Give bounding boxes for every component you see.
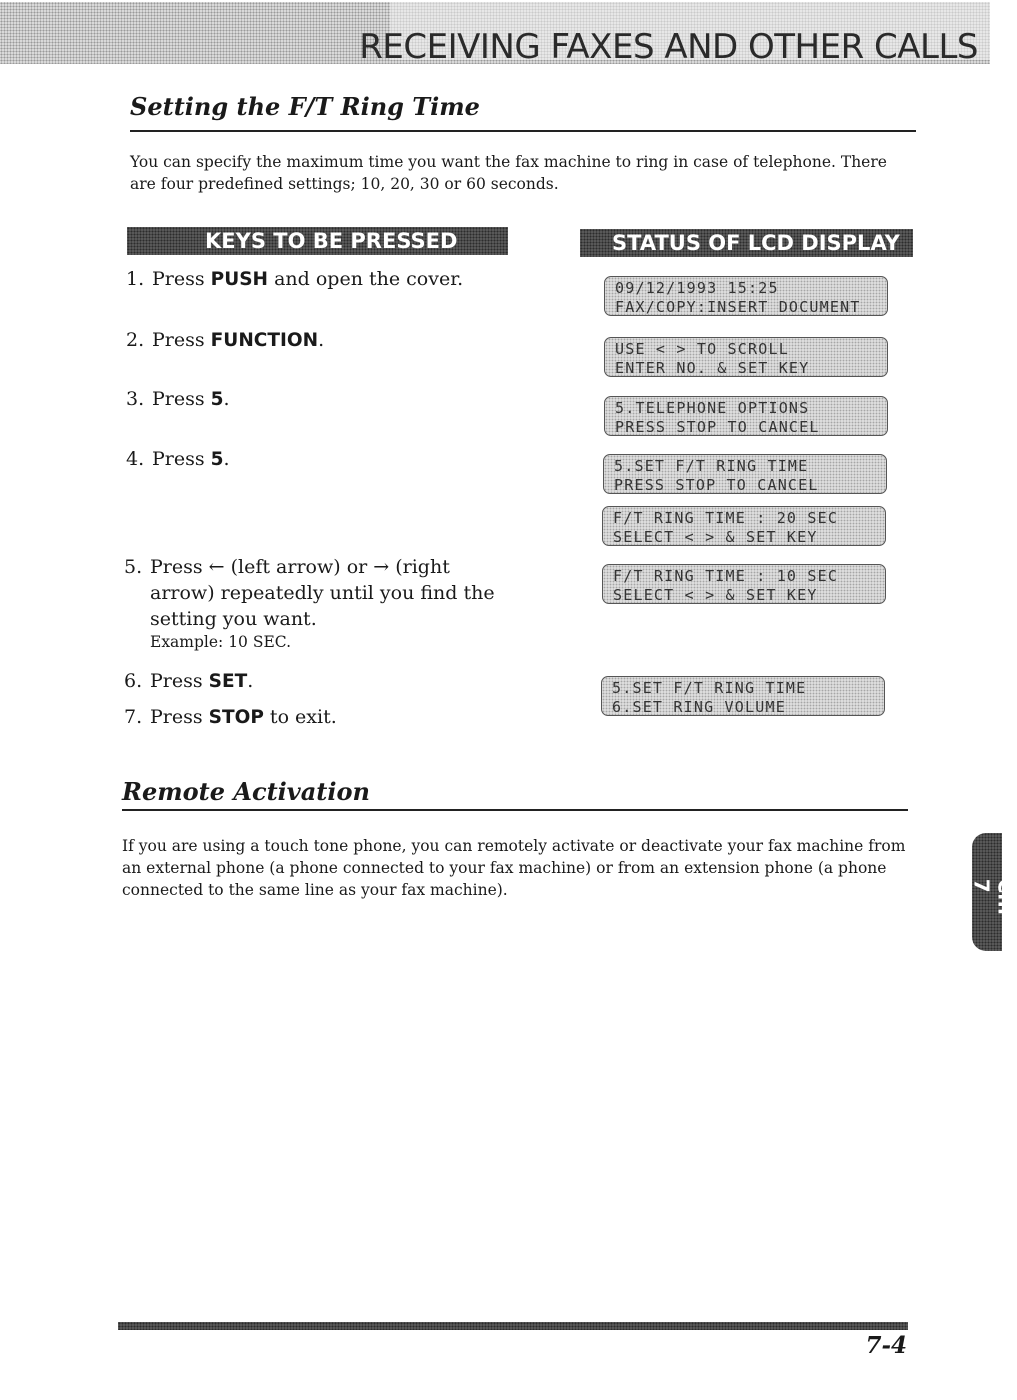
step-number: 5. bbox=[124, 556, 143, 578]
step-3 bbox=[126, 386, 546, 413]
key-function: FUNCTION bbox=[210, 330, 319, 351]
chapter-thumb-tab bbox=[969, 833, 1017, 951]
lcd-display-5 bbox=[602, 506, 886, 546]
lcd-display-4 bbox=[603, 454, 887, 494]
step-number: 3. bbox=[126, 388, 145, 410]
intro-paragraph bbox=[130, 151, 920, 195]
lcd-line-2: SELECT < > & SET KEY bbox=[613, 586, 818, 604]
step-6 bbox=[124, 668, 544, 695]
lcd-line-2: PRESS STOP TO CANCEL bbox=[615, 418, 820, 436]
remote-activation-paragraph bbox=[122, 835, 922, 901]
step-1 bbox=[126, 266, 546, 293]
section-title-remote-activation: Remote Activation bbox=[122, 777, 370, 806]
step-text: . bbox=[223, 388, 230, 410]
step-number: 6. bbox=[124, 670, 143, 692]
step-2 bbox=[126, 327, 546, 354]
lcd-line-1: F/T RING TIME : 20 SEC bbox=[613, 509, 839, 527]
key-push: PUSH bbox=[210, 269, 269, 290]
lcd-display-6 bbox=[602, 564, 886, 604]
lcd-line-1: 09/12/1993 15:25 bbox=[615, 279, 779, 297]
step-5 bbox=[124, 554, 544, 652]
chapter-tab-label: Ch. 7 bbox=[969, 878, 1017, 916]
header-banner bbox=[0, 2, 990, 67]
step-number: 7. bbox=[124, 706, 143, 728]
step-text: . bbox=[247, 670, 254, 692]
step-text: Press bbox=[152, 388, 211, 410]
key-set: SET bbox=[208, 671, 248, 692]
step-text: Press bbox=[152, 268, 211, 290]
step-5-line-3: setting you want. bbox=[150, 608, 317, 630]
step-text: Press bbox=[152, 329, 211, 351]
step-4 bbox=[126, 446, 546, 473]
step-text: Press bbox=[150, 706, 209, 728]
lcd-line-1: 5.SET F/T RING TIME bbox=[612, 679, 807, 697]
lcd-display-3 bbox=[604, 396, 888, 436]
step-7 bbox=[124, 704, 544, 731]
step-5-line-2: arrow) repeatedly until you find the bbox=[150, 582, 495, 604]
step-number: 4. bbox=[126, 448, 145, 470]
key-5: 5 bbox=[210, 449, 224, 470]
lcd-line-1: 5.SET F/T RING TIME bbox=[614, 457, 809, 475]
remote-line-2: an external phone (a phone connected to your fax machine) or from an extension phone (a phone bbox=[122, 859, 887, 877]
step-number: 1. bbox=[126, 268, 145, 290]
step-text: Press bbox=[150, 670, 209, 692]
step-text: . bbox=[223, 448, 230, 470]
step-number: 2. bbox=[126, 329, 145, 351]
lcd-line-1: 5.TELEPHONE OPTIONS bbox=[615, 399, 810, 417]
keys-to-be-pressed-header bbox=[127, 227, 508, 255]
lcd-line-2: 6.SET RING VOLUME bbox=[612, 698, 786, 716]
key-stop: STOP bbox=[208, 707, 264, 728]
keys-header-label: KEYS TO BE PRESSED bbox=[205, 229, 458, 253]
lcd-line-2: SELECT < > & SET KEY bbox=[613, 528, 818, 546]
intro-line-2: are four predefined settings; 10, 20, 30 or 60 seconds. bbox=[130, 175, 559, 193]
chapter-title: RECEIVING FAXES AND OTHER CALLS bbox=[359, 26, 978, 67]
lcd-display-1 bbox=[604, 276, 888, 316]
status-of-lcd-display-header bbox=[580, 229, 913, 257]
status-header-label: STATUS OF LCD DISPLAY bbox=[612, 231, 900, 255]
key-5: 5 bbox=[210, 389, 224, 410]
page-number: 7-4 bbox=[865, 1332, 907, 1359]
section-rule bbox=[122, 809, 908, 811]
lcd-line-2: FAX/COPY:INSERT DOCUMENT bbox=[615, 298, 861, 316]
remote-line-1: If you are using a touch tone phone, you can remotely activate or deactivate your fax machine from bbox=[122, 837, 906, 855]
footer-bar bbox=[118, 1322, 908, 1330]
lcd-line-2: ENTER NO. & SET KEY bbox=[615, 359, 810, 377]
step-5-line-1: Press ← (left arrow) or → (right bbox=[150, 556, 450, 578]
step-text: and open the cover. bbox=[268, 268, 464, 290]
step-text: . bbox=[318, 329, 325, 351]
intro-line-1: You can specify the maximum time you want the fax machine to ring in case of telephone. There bbox=[130, 153, 887, 171]
lcd-line-2: PRESS STOP TO CANCEL bbox=[614, 476, 819, 494]
lcd-line-1: USE < > TO SCROLL bbox=[615, 340, 789, 358]
lcd-line-1: F/T RING TIME : 10 SEC bbox=[613, 567, 839, 585]
step-5-example: Example: 10 SEC. bbox=[150, 633, 292, 651]
lcd-display-2 bbox=[604, 337, 888, 377]
remote-line-3: connected to the same line as your fax machine). bbox=[122, 881, 508, 899]
step-text: Press bbox=[152, 448, 211, 470]
lcd-display-7 bbox=[601, 676, 885, 716]
step-text: to exit. bbox=[263, 706, 337, 728]
section-rule bbox=[130, 130, 916, 132]
section-title-ft-ring-time: Setting the F/T Ring Time bbox=[130, 92, 480, 121]
